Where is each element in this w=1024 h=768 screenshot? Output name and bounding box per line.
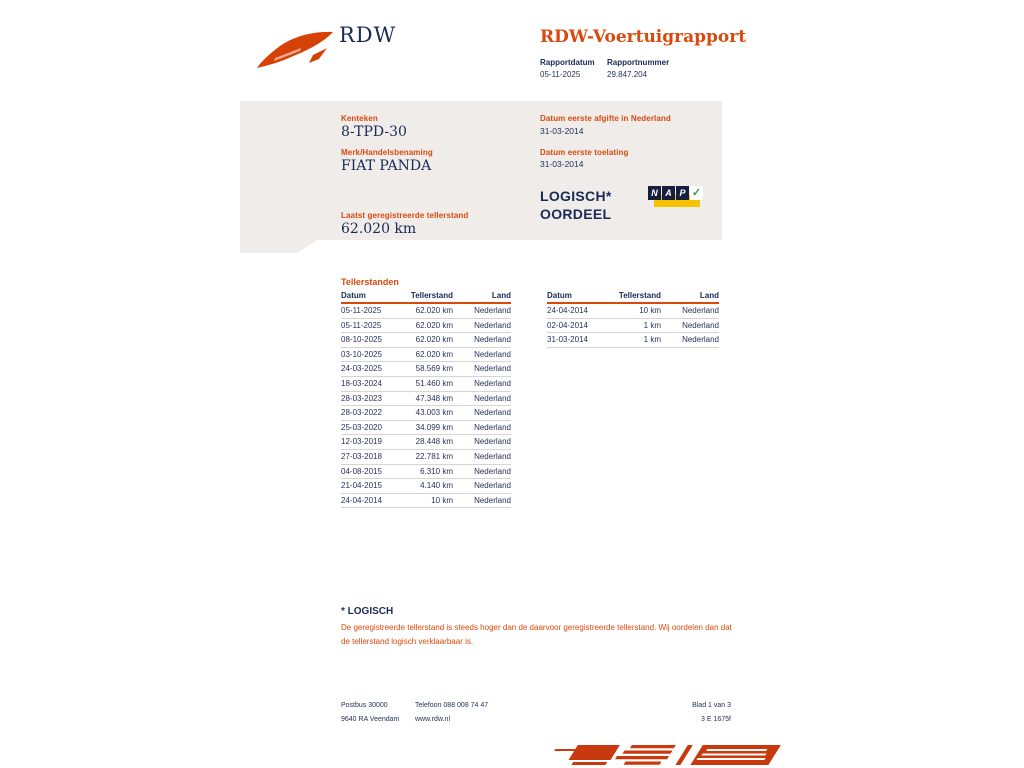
table-row: [341, 319, 511, 334]
table-body: [341, 304, 511, 508]
table-row: [341, 348, 511, 363]
table-cell: 12-03-2019: [341, 437, 382, 447]
footer-website: www.rdw.nl: [415, 716, 451, 723]
table-cell: Nederland: [474, 364, 511, 374]
table-cell: 43.003 km: [415, 408, 453, 418]
note-heading: * LOGISCH: [341, 606, 394, 617]
table-cell: 27-03-2018: [341, 451, 382, 461]
column-header-datum: Datum: [341, 291, 366, 300]
table-cell: 58.569 km: [415, 364, 453, 374]
table-cell: Nederland: [474, 349, 511, 359]
first-issue-value: 31-03-2014: [540, 126, 584, 136]
column-header-datum: Datum: [547, 291, 572, 300]
table-cell: 4.140 km: [420, 481, 453, 491]
report-date-label: Rapportdatum: [540, 58, 595, 67]
table-cell: Nederland: [474, 495, 511, 505]
first-admission-label: Datum eerste toelating: [540, 148, 629, 157]
table-cell: 28-03-2022: [341, 408, 382, 418]
table-cell: 08-10-2025: [341, 335, 382, 345]
table-row: [341, 406, 511, 421]
column-header-tellerstand: Tellerstand: [618, 291, 661, 300]
verdict-line2: OORDEEL: [540, 206, 612, 222]
rdw-stripes-graphic-icon: [543, 740, 801, 768]
table-cell: 62.020 km: [415, 349, 453, 359]
make-value: FIAT PANDA: [341, 158, 432, 174]
table-cell: 25-03-2020: [341, 422, 382, 432]
table-cell: Nederland: [474, 466, 511, 476]
table-cell: Nederland: [474, 378, 511, 388]
table-cell: 04-08-2015: [341, 466, 382, 476]
table-cell: 10 km: [431, 495, 453, 505]
rdw-logo-text: RDW: [339, 23, 397, 47]
license-plate-value: 8-TPD-30: [341, 124, 407, 140]
report-date-value: 05-11-2025: [540, 70, 581, 79]
note-body: De geregistreerde tellerstand is steeds hoger dan de daarvoor geregistreerde tellerstand. Wij oordelen dan dat de tellerstand logisch verklaarbaar is.: [341, 623, 732, 646]
table-cell: 62.020 km: [415, 320, 453, 330]
table-cell: 02-04-2014: [547, 320, 588, 330]
table-cell: 31-03-2014: [547, 335, 588, 345]
table-cell: 47.348 km: [415, 393, 453, 403]
table-cell: 62.020 km: [415, 306, 453, 315]
table-row: [341, 435, 511, 450]
table-row: [341, 450, 511, 465]
nap-check-icon: ✓: [691, 187, 702, 199]
table-row: [341, 421, 511, 436]
footer-page-info: [631, 699, 731, 727]
footer-address-line2: 9640 RA Veendam: [341, 716, 400, 723]
report-number-label: Rapportnummer: [607, 58, 670, 67]
table-cell: Nederland: [682, 335, 719, 345]
license-plate-label: Kenteken: [341, 114, 378, 123]
footer-address: [341, 699, 399, 727]
table-row: [341, 494, 511, 509]
table-cell: 28-03-2023: [341, 393, 382, 403]
table-header-row: [547, 290, 719, 304]
footer-page-indicator: Blad 1 van 3: [692, 702, 731, 709]
table-cell: 18-03-2024: [341, 378, 382, 388]
table-cell: 6.310 km: [420, 466, 453, 476]
table-cell: 1 km: [643, 320, 661, 330]
nap-letter-n: N: [648, 186, 661, 200]
table-row: [341, 479, 511, 494]
table-cell: 34.099 km: [415, 422, 453, 432]
table-row: [547, 333, 719, 348]
table-cell: 22.781 km: [415, 451, 453, 461]
table-cell: 24-03-2025: [341, 364, 382, 374]
table-cell: Nederland: [474, 408, 511, 418]
table-cell: 21-04-2015: [341, 481, 382, 491]
table-cell: Nederland: [682, 306, 719, 315]
nap-logo: [648, 186, 700, 210]
nap-letter-a: A: [662, 186, 675, 200]
vehicle-summary-box: [240, 101, 722, 253]
nap-letter-p: P: [676, 186, 689, 200]
table-body: [547, 304, 719, 348]
table-row: [341, 392, 511, 407]
table-cell: 24-04-2014: [547, 306, 588, 315]
table-cell: 05-11-2025: [341, 320, 382, 330]
table-cell: 62.020 km: [415, 335, 453, 345]
footer-form-code: 3 E 1675f: [701, 716, 731, 723]
verdict-line1: LOGISCH*: [540, 188, 612, 204]
table-cell: Nederland: [474, 451, 511, 461]
table-cell: Nederland: [474, 481, 511, 491]
report-number-value: 29.847.204: [607, 70, 648, 79]
table-cell: Nederland: [682, 320, 719, 330]
table-cell: 1 km: [643, 335, 661, 345]
footer-phone: Telefoon 088 008 74 47: [415, 702, 489, 709]
make-label: Merk/Handelsbenaming: [341, 148, 433, 157]
table-cell: 28.448 km: [415, 437, 453, 447]
column-header-land: Land: [699, 291, 719, 300]
table-cell: Nederland: [474, 306, 511, 315]
table-cell: Nederland: [474, 320, 511, 330]
rdw-bird-logo-icon: [257, 31, 335, 69]
table-cell: 24-04-2014: [341, 495, 382, 505]
table-row: [341, 465, 511, 480]
table-header-row: [341, 290, 511, 304]
table-cell: Nederland: [474, 393, 511, 403]
footer-address-line1: Postbus 30000: [341, 702, 388, 709]
table-row: [341, 304, 511, 319]
table-row: [341, 333, 511, 348]
column-header-tellerstand: Tellerstand: [410, 291, 453, 300]
verdict-text: [540, 187, 612, 223]
table-cell: 10 km: [639, 306, 661, 315]
table-row: [547, 304, 719, 319]
table-row: [341, 362, 511, 377]
table-row: [341, 377, 511, 392]
odometer-table-right: [547, 290, 719, 348]
table-cell: 03-10-2025: [341, 349, 382, 359]
column-header-land: Land: [491, 291, 511, 300]
last-odometer-value: 62.020 km: [341, 221, 417, 237]
table-cell: Nederland: [474, 422, 511, 432]
table-cell: 51.460 km: [415, 378, 453, 388]
page-title: RDW-Voertuigrapport: [540, 27, 747, 47]
first-admission-value: 31-03-2014: [540, 159, 584, 169]
table-cell: Nederland: [474, 437, 511, 447]
footer-contact: [415, 699, 488, 727]
first-issue-label: Datum eerste afgifte in Nederland: [540, 114, 671, 123]
table-row: [547, 319, 719, 334]
odometer-table-left: [341, 290, 511, 508]
table-cell: Nederland: [474, 335, 511, 345]
last-odometer-label: Laatst geregistreerde tellerstand: [341, 211, 469, 220]
table-cell: 05-11-2025: [341, 306, 382, 315]
odometer-section-heading: Tellerstanden: [341, 277, 399, 287]
